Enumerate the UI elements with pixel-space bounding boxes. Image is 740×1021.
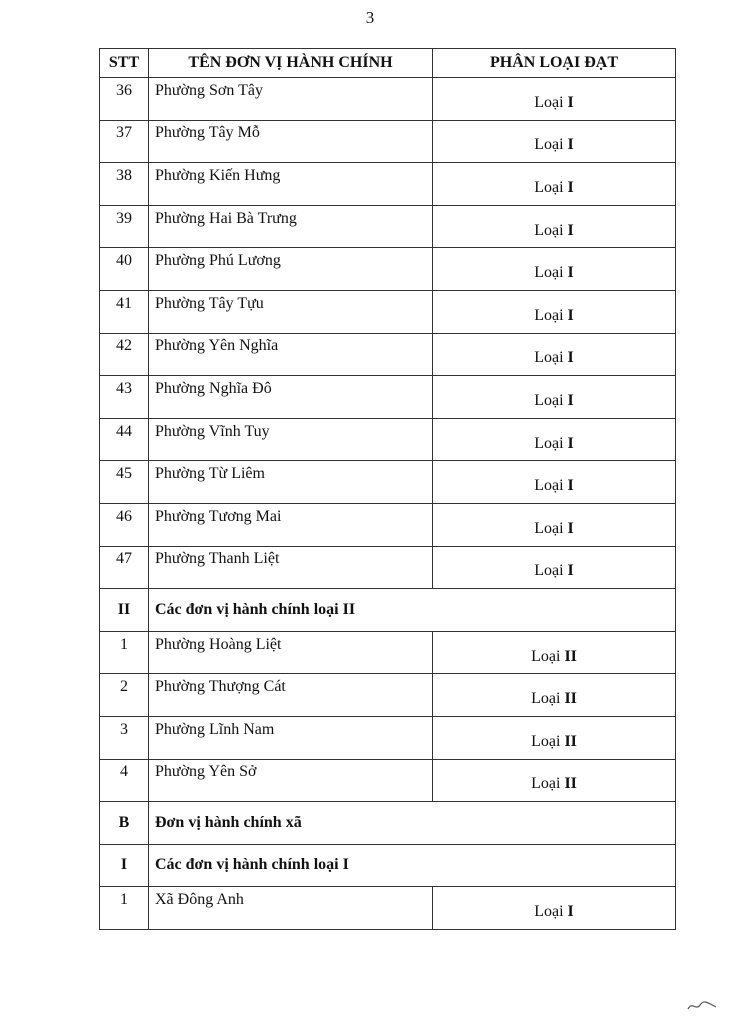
row-classification [433,418,676,461]
row-stt [100,290,149,333]
classification-prefix: Loại [534,93,564,111]
classification-text [534,222,574,240]
row-classification [433,120,676,163]
classification-prefix: Loại [531,775,561,793]
classification-text [534,179,574,197]
table-row [100,290,676,333]
row-unit-name-text: Phường Yên Sở [155,763,257,781]
row-unit-name-text: Phường Nghĩa Đô [155,379,272,397]
row-stt-text: 2 [120,678,128,696]
row-unit-name [149,887,433,930]
table-row [100,163,676,206]
classification-prefix: Loại [531,647,561,665]
row-stt-text: 38 [116,166,132,184]
row-unit-name [149,248,433,291]
section-stt: II [100,589,149,632]
table-row [100,248,676,291]
table-row [100,418,676,461]
row-unit-name [149,546,433,589]
row-classification [433,78,676,121]
row-unit-name [149,631,433,674]
row-classification [433,759,676,802]
row-unit-name-text: Phường Tây Mỗ [155,124,260,142]
classification-level: I [567,349,574,367]
row-stt [100,716,149,759]
classification-prefix: Loại [534,306,564,324]
classification-text [534,136,574,154]
classification-level: I [567,221,574,239]
row-stt-text: 43 [116,379,132,397]
classification-text [534,562,574,580]
table-row [100,78,676,121]
classification-level: I [567,93,574,111]
section-stt: I [100,844,149,887]
table-row [100,887,676,930]
page-number: 3 [365,8,375,27]
classification-text [534,392,574,410]
row-unit-name [149,290,433,333]
header-classification: PHÂN LOẠI ĐẠT [433,49,676,78]
row-unit-name-text: Phường Kiến Hưng [155,166,281,184]
row-stt [100,333,149,376]
section-title: Các đơn vị hành chính loại II [149,589,676,632]
header-name: TÊN ĐƠN VỊ HÀNH CHÍNH [149,49,433,78]
row-unit-name-text: Phường Hai Bà Trưng [155,209,297,227]
administrative-units-table [99,48,676,930]
classification-level: I [567,391,574,409]
classification-text [531,690,577,708]
row-stt-text: 1 [120,635,128,653]
table-row [100,205,676,248]
row-stt [100,120,149,163]
section-stt: B [100,802,149,845]
classification-level: I [567,562,574,580]
row-unit-name-text: Phường Yên Nghĩa [155,337,279,355]
table-row [100,461,676,504]
row-stt [100,461,149,504]
table-row [100,376,676,419]
row-classification [433,333,676,376]
row-classification [433,546,676,589]
classification-prefix: Loại [534,349,564,367]
row-unit-name [149,205,433,248]
classification-text [531,775,577,793]
row-classification [433,461,676,504]
row-stt-text: 42 [116,337,132,355]
section-row [100,802,676,845]
row-stt [100,503,149,546]
classification-prefix: Loại [534,178,564,196]
classification-prefix: Loại [534,221,564,239]
row-unit-name-text: Phường Hoàng Liệt [155,635,282,653]
row-unit-name [149,78,433,121]
row-unit-name-text: Phường Tây Tựu [155,294,264,312]
row-stt-text: 3 [120,720,128,738]
classification-text [531,648,577,666]
row-classification [433,674,676,717]
row-unit-name-text: Phường Vĩnh Tuy [155,422,270,440]
row-stt [100,78,149,121]
row-stt-text: 4 [120,763,128,781]
row-stt-text: 36 [116,81,132,99]
row-stt-text: 1 [120,891,128,909]
classification-text [534,94,574,112]
row-unit-name [149,759,433,802]
classification-text [534,477,574,495]
row-stt [100,163,149,206]
classification-level: II [564,647,577,665]
row-stt [100,759,149,802]
table-body [100,78,676,930]
table-row [100,503,676,546]
section-row [100,589,676,632]
classification-text [534,307,574,325]
classification-level: II [564,732,577,750]
row-classification [433,205,676,248]
row-stt [100,887,149,930]
table-row [100,716,676,759]
classification-prefix: Loại [534,391,564,409]
signature-mark [686,999,718,1013]
row-unit-name [149,503,433,546]
row-stt [100,631,149,674]
row-unit-name [149,376,433,419]
classification-level: I [567,477,574,495]
row-unit-name-text: Phường Tương Mai [155,507,282,525]
table-header-row [100,49,676,78]
row-unit-name [149,418,433,461]
row-stt-text: 46 [116,507,132,525]
table-row [100,631,676,674]
row-stt-text: 39 [116,209,132,227]
classification-prefix: Loại [534,477,564,495]
row-stt [100,376,149,419]
row-stt-text: 47 [116,550,132,568]
row-unit-name-text: Xã Đông Anh [155,891,244,909]
classification-prefix: Loại [534,434,564,452]
row-unit-name [149,333,433,376]
row-classification [433,716,676,759]
classification-text [534,520,574,538]
classification-prefix: Loại [534,264,564,282]
row-unit-name [149,674,433,717]
classification-prefix: Loại [534,519,564,537]
row-unit-name-text: Phường Lĩnh Nam [155,720,275,738]
row-unit-name [149,163,433,206]
row-unit-name [149,461,433,504]
classification-text [534,903,574,921]
classification-level: I [567,136,574,154]
table-row [100,546,676,589]
classification-text [534,435,574,453]
row-stt-text: 40 [116,252,132,270]
row-stt [100,546,149,589]
classification-level: I [567,178,574,196]
row-stt-text: 44 [116,422,132,440]
classification-prefix: Loại [534,136,564,154]
row-classification [433,631,676,674]
row-classification [433,376,676,419]
row-unit-name-text: Phường Sơn Tây [155,81,263,99]
row-unit-name-text: Phường Thanh Liệt [155,550,280,568]
row-stt [100,418,149,461]
row-unit-name [149,716,433,759]
table-row [100,674,676,717]
table-row [100,120,676,163]
row-stt [100,674,149,717]
classification-prefix: Loại [534,903,564,921]
classification-prefix: Loại [534,562,564,580]
classification-level: I [567,306,574,324]
row-stt-text: 41 [116,294,132,312]
classification-level: I [567,264,574,282]
classification-level: I [567,903,574,921]
row-stt-text: 37 [116,124,132,142]
row-unit-name-text: Phường Phú Lương [155,252,281,270]
row-classification [433,163,676,206]
classification-level: II [564,690,577,708]
classification-text [534,349,574,367]
row-classification [433,248,676,291]
row-unit-name-text: Phường Thượng Cát [155,678,286,696]
classification-level: I [567,519,574,537]
row-classification [433,503,676,546]
row-classification [433,887,676,930]
section-row [100,844,676,887]
table-row [100,333,676,376]
row-stt-text: 45 [116,465,132,483]
row-stt [100,205,149,248]
section-title: Đơn vị hành chính xã [149,802,676,845]
classification-text [531,733,577,751]
classification-prefix: Loại [531,732,561,750]
row-unit-name-text: Phường Từ Liêm [155,465,265,483]
classification-level: II [564,775,577,793]
section-title: Các đơn vị hành chính loại I [149,844,676,887]
header-stt: STT [100,49,149,78]
row-unit-name [149,120,433,163]
row-stt [100,248,149,291]
row-classification [433,290,676,333]
table-row [100,759,676,802]
classification-prefix: Loại [531,690,561,708]
classification-text [534,264,574,282]
classification-level: I [567,434,574,452]
